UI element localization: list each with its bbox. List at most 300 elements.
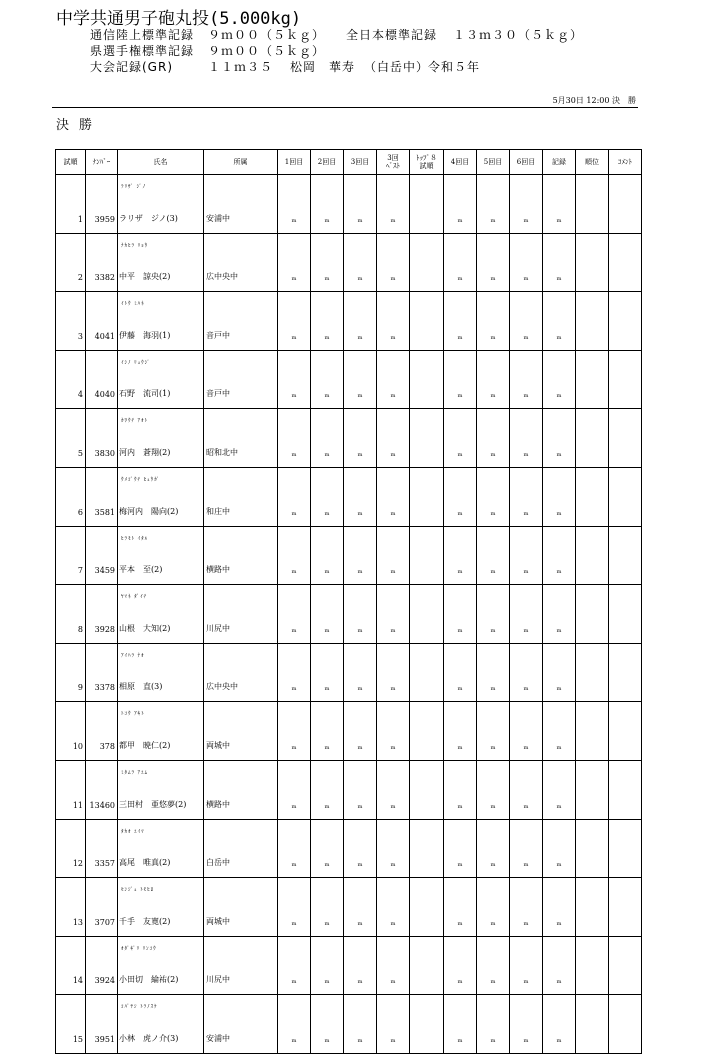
rank-cell xyxy=(576,936,609,995)
trial-order-cell: 13 xyxy=(56,878,86,937)
table-row xyxy=(56,585,642,644)
record-cell: m xyxy=(543,175,576,234)
attempt-4-cell: m xyxy=(444,936,477,995)
attempt-2-cell: m xyxy=(311,995,344,1054)
column-header: ｺﾒﾝﾄ xyxy=(609,150,642,175)
athlete-name: 小田切 綸祐(2) xyxy=(119,975,179,985)
bib-number-cell: 13460 xyxy=(86,760,118,819)
team-cell: 川尻中 xyxy=(204,936,278,995)
athlete-name: 石野 流司(1) xyxy=(119,389,171,399)
record-cell: m xyxy=(543,409,576,468)
best-3-cell: m xyxy=(377,526,410,585)
column-header: 2回目 xyxy=(311,150,344,175)
athlete-name-cell xyxy=(118,175,204,234)
table-row xyxy=(56,409,642,468)
record-label: 全日本標準記録 xyxy=(346,28,438,42)
table-row xyxy=(56,526,642,585)
athlete-name: 千手 友寛(2) xyxy=(119,916,171,926)
attempt-3-cell: m xyxy=(344,292,377,351)
rank-cell xyxy=(576,350,609,409)
attempt-3-cell: m xyxy=(344,175,377,234)
top8-order-cell xyxy=(410,936,444,995)
trial-order-cell: 14 xyxy=(56,936,86,995)
attempt-1-cell: m xyxy=(278,643,311,702)
column-header: 氏名 xyxy=(118,150,204,175)
comment-cell xyxy=(609,936,642,995)
rank-cell xyxy=(576,878,609,937)
team-cell: 音戸中 xyxy=(204,292,278,351)
best-3-cell: m xyxy=(377,995,410,1054)
results-table xyxy=(55,149,642,1054)
attempt-1-cell: m xyxy=(278,409,311,468)
top8-order-cell xyxy=(410,995,444,1054)
page-title: 中学共通男子砲丸投(5.000kg) xyxy=(56,9,302,29)
bib-number-cell: 3959 xyxy=(86,175,118,234)
attempt-6-cell: m xyxy=(510,878,543,937)
attempt-5-cell: m xyxy=(477,702,510,761)
athlete-kana: ﾅｶﾋﾗ ﾘｮｳ xyxy=(121,242,149,249)
bib-number-cell: 3951 xyxy=(86,995,118,1054)
attempt-5-cell: m xyxy=(477,292,510,351)
best-3-cell: m xyxy=(377,409,410,468)
table-row xyxy=(56,702,642,761)
athlete-name-cell xyxy=(118,995,204,1054)
athlete-name-cell xyxy=(118,526,204,585)
top8-order-cell xyxy=(410,350,444,409)
comment-cell xyxy=(609,760,642,819)
table-header-row xyxy=(56,150,642,175)
attempt-3-cell: m xyxy=(344,409,377,468)
attempt-4-cell: m xyxy=(444,526,477,585)
team-cell: 川尻中 xyxy=(204,585,278,644)
attempt-3-cell: m xyxy=(344,585,377,644)
top8-order-cell xyxy=(410,233,444,292)
bib-number-cell: 4041 xyxy=(86,292,118,351)
best-3-cell: m xyxy=(377,350,410,409)
trial-order-cell: 11 xyxy=(56,760,86,819)
best-3-cell: m xyxy=(377,643,410,702)
athlete-kana: ｱｲﾊﾗ ﾅｵ xyxy=(121,652,145,659)
bib-number-cell: 3382 xyxy=(86,233,118,292)
table-row xyxy=(56,292,642,351)
attempt-6-cell: m xyxy=(510,292,543,351)
comment-cell xyxy=(609,878,642,937)
rank-cell xyxy=(576,526,609,585)
attempt-6-cell: m xyxy=(510,995,543,1054)
attempt-3-cell: m xyxy=(344,702,377,761)
rank-cell xyxy=(576,292,609,351)
attempt-5-cell: m xyxy=(477,350,510,409)
record-cell: m xyxy=(543,760,576,819)
attempt-1-cell: m xyxy=(278,526,311,585)
attempt-3-cell: m xyxy=(344,819,377,878)
trial-order-cell: 12 xyxy=(56,819,86,878)
athlete-name-cell xyxy=(118,702,204,761)
record-line-tsushin xyxy=(90,26,340,43)
attempt-4-cell: m xyxy=(444,467,477,526)
athlete-name-cell xyxy=(118,819,204,878)
column-header: 4回目 xyxy=(444,150,477,175)
record-cell: m xyxy=(543,995,576,1054)
attempt-1-cell: m xyxy=(278,233,311,292)
top8-order-cell xyxy=(410,819,444,878)
athlete-name-cell xyxy=(118,409,204,468)
attempt-1-cell: m xyxy=(278,760,311,819)
athlete-name: 梅河内 陽向(2) xyxy=(119,506,179,516)
best-3-cell: m xyxy=(377,467,410,526)
athlete-name: 山根 大知(2) xyxy=(119,623,171,633)
attempt-5-cell: m xyxy=(477,467,510,526)
column-header: 3回 ﾍﾞｽﾄ xyxy=(377,150,410,175)
attempt-3-cell: m xyxy=(344,467,377,526)
top8-order-cell xyxy=(410,409,444,468)
athlete-kana: ﾋﾗﾓﾄ ｲﾀﾙ xyxy=(121,535,149,542)
attempt-5-cell: m xyxy=(477,409,510,468)
team-cell: 安浦中 xyxy=(204,175,278,234)
table-row xyxy=(56,819,642,878)
attempt-5-cell: m xyxy=(477,760,510,819)
bib-number-cell: 3707 xyxy=(86,878,118,937)
attempt-2-cell: m xyxy=(311,585,344,644)
bib-number-cell: 3928 xyxy=(86,585,118,644)
athlete-name: 三田村 亜悠夢(2) xyxy=(119,799,187,809)
team-cell: 和庄中 xyxy=(204,467,278,526)
athlete-kana: ﾄｺｳ ｱｷﾄ xyxy=(121,711,145,718)
athlete-name: 平本 至(2) xyxy=(119,565,163,575)
bib-number-cell: 3924 xyxy=(86,936,118,995)
team-cell: 安浦中 xyxy=(204,995,278,1054)
comment-cell xyxy=(609,585,642,644)
team-cell: 両城中 xyxy=(204,878,278,937)
record-value: ９ｍ００（５ｋｇ） xyxy=(208,44,326,58)
trial-order-cell: 5 xyxy=(56,409,86,468)
event-datetime: 5月30日 12:00 決 勝 xyxy=(552,96,636,105)
attempt-6-cell: m xyxy=(510,643,543,702)
table-row xyxy=(56,643,642,702)
record-cell: m xyxy=(543,526,576,585)
attempt-1-cell: m xyxy=(278,819,311,878)
round-title: 決勝 xyxy=(56,118,103,133)
attempt-2-cell: m xyxy=(311,350,344,409)
athlete-kana: ｲﾄｳ ﾐﾊﾈ xyxy=(121,301,145,308)
column-header: 3回目 xyxy=(344,150,377,175)
table-row xyxy=(56,467,642,526)
attempt-2-cell: m xyxy=(311,936,344,995)
attempt-5-cell: m xyxy=(477,643,510,702)
record-cell: m xyxy=(543,292,576,351)
record-value: ９ｍ００（５ｋｇ） xyxy=(208,28,326,42)
attempt-2-cell: m xyxy=(311,526,344,585)
column-header: ﾄｯﾌﾟ８ 試順 xyxy=(410,150,444,175)
bib-number-cell: 3459 xyxy=(86,526,118,585)
team-cell: 広中央中 xyxy=(204,233,278,292)
trial-order-cell: 7 xyxy=(56,526,86,585)
trial-order-cell: 2 xyxy=(56,233,86,292)
athlete-kana: ｶﾜｳﾁ ｱｵﾄ xyxy=(121,418,149,425)
athlete-kana: ｳﾒｺﾞｳﾁ ﾋｭｳｶﾞ xyxy=(121,476,161,483)
attempt-5-cell: m xyxy=(477,233,510,292)
attempt-1-cell: m xyxy=(278,878,311,937)
column-header: 5回目 xyxy=(477,150,510,175)
athlete-name-cell xyxy=(118,585,204,644)
comment-cell xyxy=(609,526,642,585)
attempt-6-cell: m xyxy=(510,585,543,644)
table-row xyxy=(56,233,642,292)
record-line-kensen xyxy=(90,42,340,59)
best-3-cell: m xyxy=(377,702,410,761)
attempt-1-cell: m xyxy=(278,350,311,409)
athlete-kana: ﾔﾏﾈ ﾀﾞｲﾁ xyxy=(121,594,148,601)
team-cell: 横路中 xyxy=(204,526,278,585)
comment-cell xyxy=(609,409,642,468)
attempt-5-cell: m xyxy=(477,995,510,1054)
comment-cell xyxy=(609,995,642,1054)
best-3-cell: m xyxy=(377,233,410,292)
athlete-name: 河内 蒼翔(2) xyxy=(119,447,171,457)
comment-cell xyxy=(609,350,642,409)
record-label: 大会記録(GR) xyxy=(90,60,174,74)
column-header: 順位 xyxy=(576,150,609,175)
athlete-name: 都甲 暁仁(2) xyxy=(119,740,171,750)
rank-cell xyxy=(576,175,609,234)
column-header: 所属 xyxy=(204,150,278,175)
rank-cell xyxy=(576,585,609,644)
athlete-name-cell xyxy=(118,760,204,819)
record-cell: m xyxy=(543,702,576,761)
attempt-6-cell: m xyxy=(510,526,543,585)
athlete-name-cell xyxy=(118,643,204,702)
attempt-6-cell: m xyxy=(510,467,543,526)
trial-order-cell: 3 xyxy=(56,292,86,351)
meet-record-holder: 松岡 華寿 xyxy=(290,60,356,74)
trial-order-cell: 4 xyxy=(56,350,86,409)
attempt-6-cell: m xyxy=(510,350,543,409)
top8-order-cell xyxy=(410,526,444,585)
attempt-3-cell: m xyxy=(344,233,377,292)
attempt-6-cell: m xyxy=(510,175,543,234)
meet-record-value: １１ｍ３５ xyxy=(208,60,274,74)
trial-order-cell: 10 xyxy=(56,702,86,761)
table-row xyxy=(56,936,642,995)
athlete-kana: ｵﾀﾞｷﾞﾘ ﾘﾝｺｳ xyxy=(121,945,157,952)
attempt-5-cell: m xyxy=(477,526,510,585)
record-cell: m xyxy=(543,936,576,995)
athlete-kana: ﾀｶｵ ﾕｲﾏ xyxy=(121,828,145,835)
attempt-4-cell: m xyxy=(444,350,477,409)
athlete-name: 伊藤 海羽(1) xyxy=(119,330,171,340)
comment-cell xyxy=(609,233,642,292)
attempt-4-cell: m xyxy=(444,585,477,644)
rank-cell xyxy=(576,233,609,292)
attempt-4-cell: m xyxy=(444,995,477,1054)
attempt-4-cell: m xyxy=(444,702,477,761)
team-cell: 広中央中 xyxy=(204,643,278,702)
athlete-name: 中平 諒央(2) xyxy=(119,272,171,282)
attempt-4-cell: m xyxy=(444,643,477,702)
table-row xyxy=(56,175,642,234)
attempt-3-cell: m xyxy=(344,936,377,995)
top8-order-cell xyxy=(410,175,444,234)
meet-record-team: （白岳中） xyxy=(364,60,430,74)
comment-cell xyxy=(609,292,642,351)
attempt-6-cell: m xyxy=(510,233,543,292)
attempt-6-cell: m xyxy=(510,702,543,761)
best-3-cell: m xyxy=(377,175,410,234)
meet-record-line xyxy=(90,58,480,75)
athlete-kana: ﾗﾘｻﾞ ｼﾞﾉ xyxy=(121,184,147,190)
attempt-6-cell: m xyxy=(510,936,543,995)
athlete-name-cell xyxy=(118,350,204,409)
column-header: 記録 xyxy=(543,150,576,175)
trial-order-cell: 8 xyxy=(56,585,86,644)
athlete-name-cell xyxy=(118,233,204,292)
athlete-kana: ｲｼﾉ ﾘｭｳｼﾞ xyxy=(121,359,151,366)
comment-cell xyxy=(609,175,642,234)
athlete-kana: ﾐﾀﾑﾗ ｱﾕﾑ xyxy=(121,769,149,776)
top8-order-cell xyxy=(410,702,444,761)
attempt-3-cell: m xyxy=(344,643,377,702)
attempt-4-cell: m xyxy=(444,409,477,468)
athlete-name-cell xyxy=(118,878,204,937)
trial-order-cell: 1 xyxy=(56,175,86,234)
trial-order-cell: 6 xyxy=(56,467,86,526)
attempt-1-cell: m xyxy=(278,292,311,351)
attempt-2-cell: m xyxy=(311,409,344,468)
attempt-5-cell: m xyxy=(477,585,510,644)
attempt-2-cell: m xyxy=(311,467,344,526)
attempt-6-cell: m xyxy=(510,819,543,878)
attempt-1-cell: m xyxy=(278,995,311,1054)
team-cell: 横路中 xyxy=(204,760,278,819)
table-row xyxy=(56,350,642,409)
attempt-5-cell: m xyxy=(477,175,510,234)
athlete-name: 高尾 唯真(2) xyxy=(119,858,171,868)
attempt-2-cell: m xyxy=(311,819,344,878)
best-3-cell: m xyxy=(377,760,410,819)
bib-number-cell: 4040 xyxy=(86,350,118,409)
bib-number-cell: 3378 xyxy=(86,643,118,702)
best-3-cell: m xyxy=(377,819,410,878)
attempt-3-cell: m xyxy=(344,760,377,819)
rank-cell xyxy=(576,760,609,819)
attempt-5-cell: m xyxy=(477,819,510,878)
trial-order-cell: 15 xyxy=(56,995,86,1054)
attempt-5-cell: m xyxy=(477,936,510,995)
record-cell: m xyxy=(543,350,576,409)
comment-cell xyxy=(609,702,642,761)
attempt-1-cell: m xyxy=(278,467,311,526)
table-row xyxy=(56,878,642,937)
top8-order-cell xyxy=(410,292,444,351)
column-header: 6回目 xyxy=(510,150,543,175)
record-label: 県選手権標準記録 xyxy=(90,44,195,58)
attempt-3-cell: m xyxy=(344,995,377,1054)
top8-order-cell xyxy=(410,643,444,702)
best-3-cell: m xyxy=(377,878,410,937)
athlete-kana: ｾﾝｼﾞｭ ﾄﾓﾋﾛ xyxy=(121,887,155,894)
attempt-2-cell: m xyxy=(311,175,344,234)
record-cell: m xyxy=(543,233,576,292)
attempt-1-cell: m xyxy=(278,585,311,644)
bib-number-cell: 3581 xyxy=(86,467,118,526)
athlete-name-cell xyxy=(118,292,204,351)
rank-cell xyxy=(576,467,609,526)
attempt-6-cell: m xyxy=(510,760,543,819)
rank-cell xyxy=(576,409,609,468)
attempt-6-cell: m xyxy=(510,409,543,468)
athlete-name: ラリザ ジノ(3) xyxy=(119,213,178,223)
attempt-2-cell: m xyxy=(311,702,344,761)
record-cell: m xyxy=(543,467,576,526)
attempt-1-cell: m xyxy=(278,936,311,995)
record-cell: m xyxy=(543,643,576,702)
top8-order-cell xyxy=(410,467,444,526)
attempt-4-cell: m xyxy=(444,175,477,234)
attempt-4-cell: m xyxy=(444,760,477,819)
team-cell: 両城中 xyxy=(204,702,278,761)
attempt-3-cell: m xyxy=(344,526,377,585)
header-divider xyxy=(52,107,638,108)
attempt-2-cell: m xyxy=(311,233,344,292)
attempt-2-cell: m xyxy=(311,760,344,819)
column-header: 試順 xyxy=(56,150,86,175)
bib-number-cell: 378 xyxy=(86,702,118,761)
attempt-1-cell: m xyxy=(278,702,311,761)
top8-order-cell xyxy=(410,878,444,937)
table-row xyxy=(56,760,642,819)
record-value: １３ｍ３０（５ｋｇ） xyxy=(453,28,584,42)
attempt-4-cell: m xyxy=(444,878,477,937)
attempt-4-cell: m xyxy=(444,819,477,878)
attempt-4-cell: m xyxy=(444,233,477,292)
top8-order-cell xyxy=(410,760,444,819)
trial-order-cell: 9 xyxy=(56,643,86,702)
attempt-3-cell: m xyxy=(344,878,377,937)
athlete-name: 相原 直(3) xyxy=(119,682,163,692)
athlete-name-cell xyxy=(118,936,204,995)
meet-record-year: 令和５年 xyxy=(428,60,481,74)
comment-cell xyxy=(609,467,642,526)
attempt-4-cell: m xyxy=(444,292,477,351)
attempt-2-cell: m xyxy=(311,643,344,702)
athlete-kana: ｺﾊﾞﾔｼ ﾄﾗﾉｽｹ xyxy=(121,1004,158,1011)
table-row xyxy=(56,995,642,1054)
comment-cell xyxy=(609,643,642,702)
attempt-2-cell: m xyxy=(311,878,344,937)
team-cell: 音戸中 xyxy=(204,350,278,409)
athlete-name: 小林 虎ノ介(3) xyxy=(119,1033,179,1043)
column-header: ﾅﾝﾊﾞｰ xyxy=(86,150,118,175)
comment-cell xyxy=(609,819,642,878)
attempt-5-cell: m xyxy=(477,878,510,937)
best-3-cell: m xyxy=(377,585,410,644)
record-line-national xyxy=(346,26,583,43)
bib-number-cell: 3830 xyxy=(86,409,118,468)
record-cell: m xyxy=(543,878,576,937)
team-cell: 白岳中 xyxy=(204,819,278,878)
rank-cell xyxy=(576,995,609,1054)
rank-cell xyxy=(576,702,609,761)
record-label: 通信陸上標準記録 xyxy=(90,28,195,42)
attempt-3-cell: m xyxy=(344,350,377,409)
attempt-2-cell: m xyxy=(311,292,344,351)
record-cell: m xyxy=(543,585,576,644)
top8-order-cell xyxy=(410,585,444,644)
record-cell: m xyxy=(543,819,576,878)
best-3-cell: m xyxy=(377,292,410,351)
rank-cell xyxy=(576,819,609,878)
best-3-cell: m xyxy=(377,936,410,995)
